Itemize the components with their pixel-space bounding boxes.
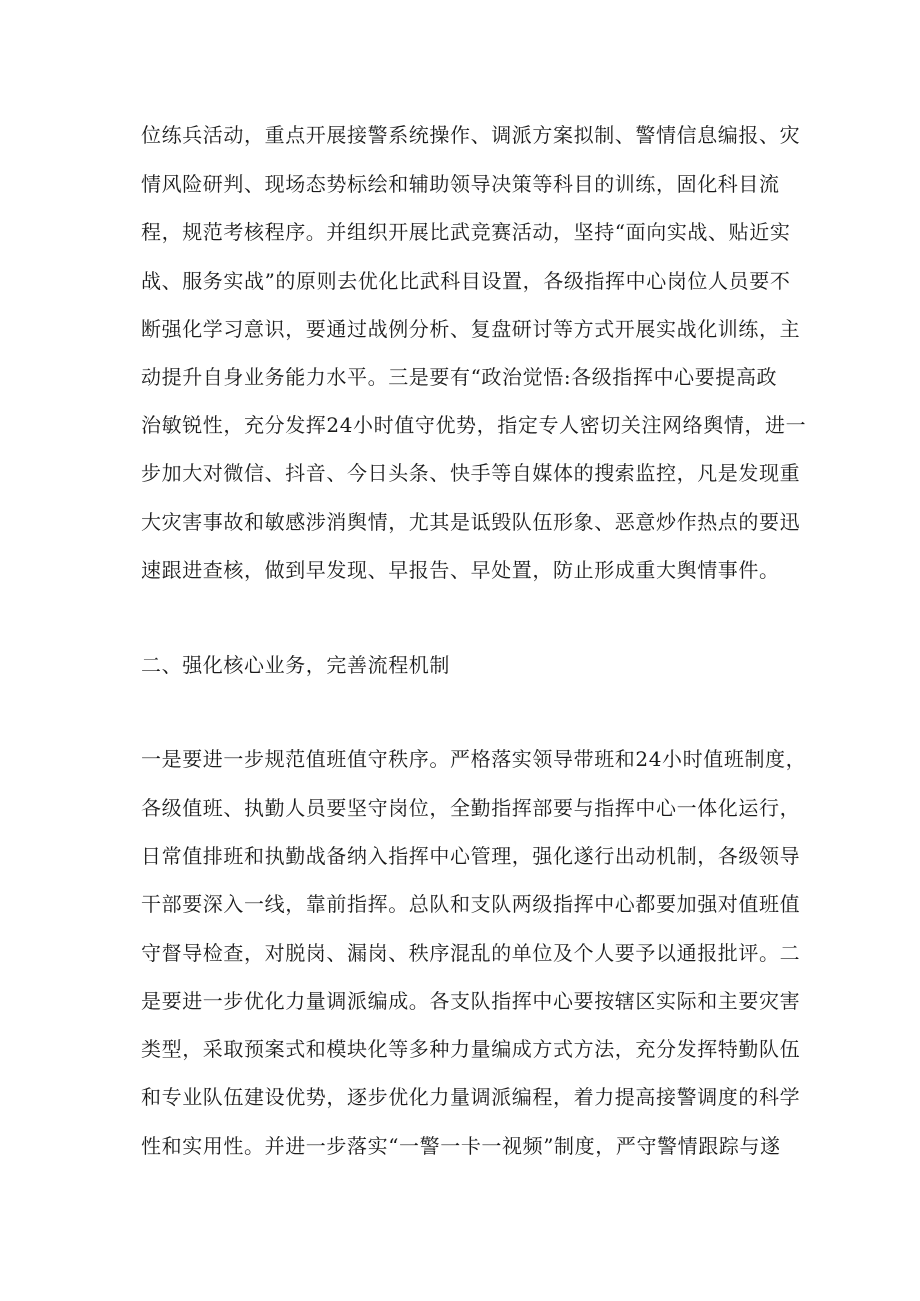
text-line: 动提升自身业务能力水平。三是要有“政治觉悟:各级指挥中心要提高政 bbox=[141, 365, 778, 389]
text-line: 是要进一步优化力量调派编成。各支队指挥中心要按辖区实际和主要灾害 bbox=[141, 989, 801, 1013]
text-line: 步加大对微信、抖音、今日头条、快手等自媒体的搜索监控，凡是发现重 bbox=[141, 461, 801, 485]
text-line: 程，规范考核程序。并组织开展比武竞赛活动，坚持“面向实战、贴近实 bbox=[141, 220, 791, 244]
text-line: 和专业队伍建设优势，逐步优化力量调派编程，着力提高接警调度的科学 bbox=[141, 1085, 801, 1109]
text-line: 情风险研判、现场态势标绘和辅助领导决策等科目的训练，固化科目流 bbox=[141, 172, 780, 196]
text-line: 日常值排班和执勤战备纳入指挥中心管理，强化遂行出动机制，各级领导 bbox=[141, 844, 801, 868]
section-heading: 二、强化核心业务，完善流程机制 bbox=[141, 653, 450, 677]
text-line: 类型，采取预案式和模块化等多种力量编成方式方法，充分发挥特勤队伍 bbox=[141, 1037, 801, 1061]
text-line: 治敏锐性，充分发挥24小时值守优势，指定专人密切关注网络舆情，进一 bbox=[141, 413, 807, 437]
text-line: 性和实用性。并进一步落实“一警一卡一视频”制度，严守警情跟踪与遂 bbox=[141, 1134, 781, 1158]
text-line: 断强化学习意识，要通过战例分析、复盘研讨等方式开展实战化训练，主 bbox=[141, 317, 801, 341]
text-line: 战、服务实战”的原则去优化比武科目设置，各级指挥中心岗位人员要不 bbox=[141, 269, 791, 293]
text-line: 一是要进一步规范值班值守秩序。严格落实领导带班和24小时值班制度， bbox=[141, 747, 807, 771]
text-line: 干部要深入一线，靠前指挥。总队和支队两级指挥中心都要加强对值班值 bbox=[141, 892, 801, 916]
text-line: 各级值班、执勤人员要坚守岗位，全勤指挥部要与指挥中心一体化运行， bbox=[141, 796, 801, 820]
text-line: 速跟进查核，做到早发现、早报告、早处置，防止形成重大舆情事件。 bbox=[141, 558, 780, 582]
text-line: 守督导检查，对脱岗、漏岗、秩序混乱的单位及个人要予以通报批评。二 bbox=[141, 941, 801, 965]
text-line: 大灾害事故和敏感涉消舆情，尤其是诋毁队伍形象、恶意炒作热点的要迅 bbox=[141, 510, 801, 534]
text-line: 位练兵活动，重点开展接警系统操作、调派方案拟制、警情信息编报、灾 bbox=[141, 123, 801, 147]
